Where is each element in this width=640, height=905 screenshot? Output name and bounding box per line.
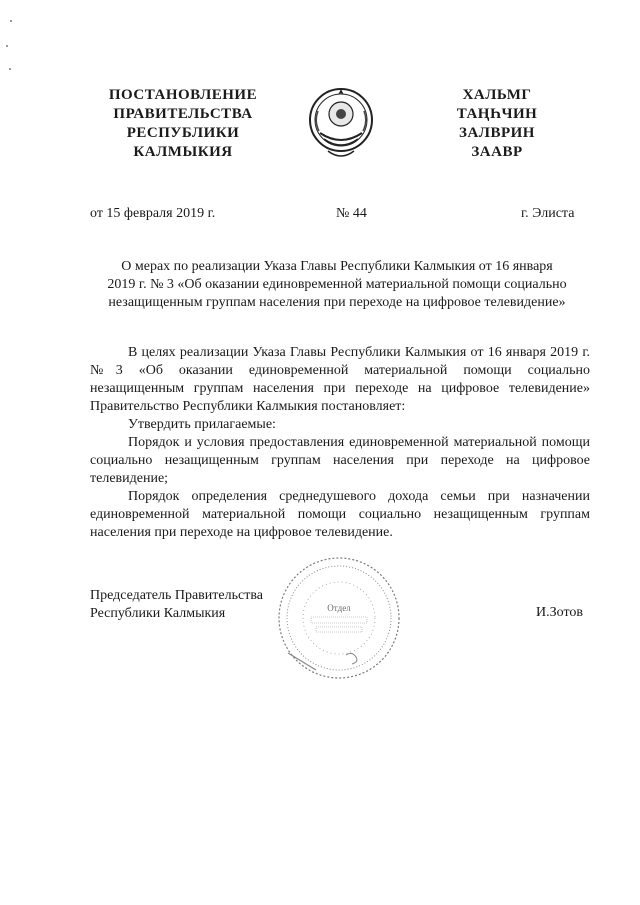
signer-position-line: Республики Калмыкия [90,606,226,621]
signer-position-line: Председатель Правительства [90,588,263,603]
header-right-line: ЗААВР [471,144,523,160]
title-line: 2019 г. № 3 «Об оказании единовременной материальной помощи социально [107,277,567,292]
document-body [90,344,590,542]
body-paragraph: Порядок и условия предоставления единовременной материальной помощи социально незащищенным группам населения при переходе на цифровое телевидение; [90,435,590,486]
body-paragraph: В целях реализации Указа Главы Республики Калмыкия от 16 января 2019 г. №3 «Об оказании единовременной материальной помощи социально незащищенным группам населения при переходе на цифровое телевидение» Правительство Республики Калмыкия постановляет: [90,345,590,414]
official-stamp-icon [276,555,402,681]
title-line: О мерах по реализации Указа Главы Республики Калмыкия от 16 января [121,259,553,274]
document-title [82,258,592,312]
scan-speck [6,45,8,47]
header-left-line: ПРАВИТЕЛЬСТВА [113,106,253,122]
scan-speck [10,20,12,22]
signer-name: И.Зотов [536,605,583,620]
header-left-title [88,86,278,162]
header-left-line: РЕСПУБЛИКИ [126,125,240,141]
header-right-title [432,86,562,162]
kalmykia-coat-of-arms-icon [306,81,376,163]
header-right-line: ТАҢҺЧИН [456,106,538,122]
header-right-line: ЗАЛВРИН [459,125,535,141]
header-right-line: ХАЛЬМГ [462,87,532,103]
body-paragraph: Утвердить прилагаемые: [128,417,276,432]
document-city: г. Элиста [521,206,575,221]
scan-speck [9,68,11,70]
signer-position [90,587,263,623]
title-line: незащищенным группам населения при переходе на цифровое телевидение» [108,295,566,310]
svg-text:Отдел: Отдел [327,603,351,613]
body-paragraph: Порядок определения среднедушевого дохода семьи при назначении единовременной материальной помощи социально незащищенным группам населения при переходе на цифровое телевидение. [90,489,590,540]
document-date: от 15 февраля 2019 г. [90,206,216,221]
header-left-line: КАЛМЫКИЯ [133,144,233,160]
header-left-line: ПОСТАНОВЛЕНИЕ [108,87,258,103]
document-number: № 44 [336,206,367,221]
